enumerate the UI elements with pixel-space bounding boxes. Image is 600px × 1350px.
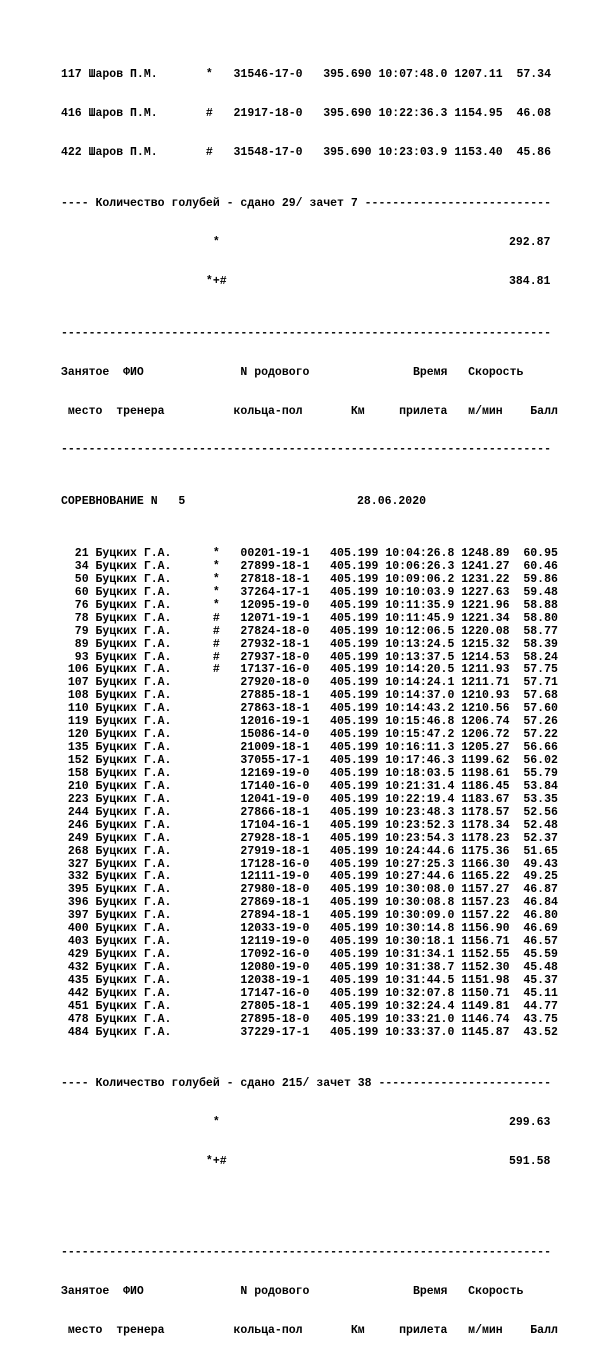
result-row: 120 Буцких Г.А. 15086-14-0 405.199 10:15:47.2 1206.72 57.22 [61,728,558,742]
result-row: 60 Буцких Г.А. * 37264-17-1 405.199 10:10:03.9 1227.63 59.48 [61,585,558,599]
header-line-1: Занятое ФИО N родового Время Скорость [61,1284,524,1298]
header-line-2: место тренера кольца-пол Км прилета м/мин Балл [61,1323,558,1337]
header-line-1: Занятое ФИО N родового Время Скорость [61,365,524,379]
result-row: 89 Буцких Г.А. # 27932-18-1 405.199 10:13:24.5 1215.32 58.39 [61,637,558,651]
result-row: 429 Буцких Г.А. 17092-16-0 405.199 10:31:34.1 1152.55 45.59 [61,948,558,962]
result-row: 34 Буцких Г.А. * 27899-18-1 405.199 10:06:26.3 1241.27 60.46 [61,559,558,573]
result-row: 432 Буцких Г.А. 12080-19-0 405.199 10:31:38.7 1152.30 45.48 [61,961,558,974]
starplus-marker: *+# [61,275,227,289]
result-row: 332 Буцких Г.А. 12111-19-0 405.199 10:27:44.6 1165.22 49.25 [61,870,558,884]
result-row: 158 Буцких Г.А. 12169-19-0 405.199 10:18:03.5 1198.61 55.79 [61,766,558,780]
header-line-2: место тренера кольца-пол Км прилета м/мин Балл [61,404,558,418]
result-row: 249 Буцких Г.А. 27928-18-1 405.199 10:23:54.3 1178.23 52.37 [61,831,558,845]
starplus-total-value: 384.81 [509,275,551,289]
starplus-total-value: 591.58 [509,1155,551,1169]
result-row: 152 Буцких Г.А. 37055-17-1 405.199 10:17:46.3 1199.62 56.02 [61,754,558,767]
result-row: 327 Буцких Г.А. 17128-16-0 405.199 10:27:25.3 1166.30 49.43 [61,857,558,871]
header-separator: ----------------------------------------------------------------------- [61,1245,551,1259]
result-row: 210 Буцких Г.А. 17140-16-0 405.199 10:21:31.4 1186.45 53.84 [61,779,558,793]
star-marker: * [61,236,220,250]
result-row: 422 Шаров П.М. # 31548-17-0 395.690 10:23:03.9 1153.40 45.86 [61,145,551,159]
result-row: 416 Шаров П.М. # 21917-18-0 395.690 10:22:36.3 1154.95 46.08 [61,106,551,120]
result-row: 79 Буцких Г.А. # 27824-18-0 405.199 10:12:06.5 1220.08 58.77 [61,624,558,638]
result-row: 106 Буцких Г.А. # 17137-16-0 405.199 10:14:20.5 1211.93 57.75 [61,663,558,677]
star-total-value: 299.63 [509,1116,551,1130]
result-row: 21 Буцких Г.А. * 00201-19-1 405.199 10:04:26.8 1248.89 60.95 [61,547,558,560]
star-marker: * [61,1116,220,1130]
star-total-line [61,237,558,250]
result-row: 223 Буцких Г.А. 12041-19-0 405.199 10:22:19.4 1183.67 53.35 [61,792,558,806]
header-separator: ----------------------------------------------------------------------- [61,326,551,340]
result-row: 50 Буцких Г.А. * 27818-18-1 405.199 10:09:06.2 1231.22 59.86 [61,572,558,586]
result-row: 76 Буцких Г.А. * 12095-19-0 405.199 10:11:35.9 1221.96 58.88 [61,598,558,612]
result-row: 268 Буцких Г.А. 27919-18-1 405.199 10:24:44.6 1175.36 51.65 [61,844,558,858]
starplus-marker: *+# [61,1155,227,1169]
competition-title: СОРЕВНОВАНИЕ N 5 [61,495,186,509]
result-row: 400 Буцких Г.А. 12033-19-0 405.199 10:30:14.8 1156.90 46.69 [61,922,558,936]
result-row: 108 Буцких Г.А. 27885-18-1 405.199 10:14:37.0 1210.93 57.68 [61,689,558,703]
star-total-line [61,1117,558,1130]
starplus-total-line [61,276,558,289]
result-row: 135 Буцких Г.А. 21009-18-1 405.199 10:16:11.3 1205.27 56.66 [61,741,558,755]
result-row: 119 Буцких Г.А. 12016-19-1 405.199 10:15:46.8 1206.74 57.26 [61,715,558,729]
result-row: 435 Буцких Г.А. 12038-19-1 405.199 10:31:44.5 1151.98 45.37 [61,973,558,987]
result-row: 107 Буцких Г.А. 27920-18-0 405.199 10:14:24.1 1211.71 57.71 [61,676,558,690]
pigeon-count-summary: ---- Количество голубей - сдано 29/ зачет 7 --------------------------- [61,197,551,211]
result-row: 244 Буцких Г.А. 27866-18-1 405.199 10:23:48.3 1178.57 52.56 [61,805,558,819]
result-row: 78 Буцких Г.А. # 12071-19-1 405.199 10:11:45.9 1221.34 58.80 [61,611,558,625]
pigeon-count-summary: ---- Количество голубей - сдано 215/ зачет 38 ------------------------- [61,1077,551,1091]
competition-title-line [61,496,558,509]
result-row: 484 Буцких Г.А. 37229-17-1 405.199 10:33:37.0 1145.87 43.52 [61,1025,558,1039]
star-total-value: 292.87 [509,236,551,250]
results-table [61,548,558,1040]
result-row: 110 Буцких Г.А. 27863-18-1 405.199 10:14:43.2 1210.56 57.60 [61,702,558,716]
result-row: 397 Буцких Г.А. 27894-18-1 405.199 10:30:09.0 1157.22 46.80 [61,909,558,923]
result-row: 117 Шаров П.М. * 31546-17-0 395.690 10:07:48.0 1207.11 57.34 [61,67,551,81]
result-row: 451 Буцких Г.А. 27805-18-1 405.199 10:32:24.4 1149.81 44.77 [61,999,558,1013]
header-separator: ----------------------------------------------------------------------- [61,443,551,457]
result-row: 395 Буцких Г.А. 27980-18-0 405.199 10:30:08.0 1157.27 46.87 [61,883,558,897]
result-row: 396 Буцких Г.А. 27869-18-1 405.199 10:30:08.8 1157.23 46.84 [61,896,558,910]
result-row: 246 Буцких Г.А. 17104-16-1 405.199 10:23:52.3 1178.34 52.48 [61,818,558,832]
result-row: 93 Буцких Г.А. # 27937-18-0 405.199 10:13:37.5 1214.53 58.24 [61,650,558,664]
starplus-total-line [61,1156,558,1169]
result-row: 403 Буцких Г.А. 12119-19-0 405.199 10:30:18.1 1156.71 46.57 [61,935,558,949]
competition-date: 28.06.2020 [357,495,427,509]
result-row: 478 Буцких Г.А. 27895-18-0 405.199 10:33:21.0 1146.74 43.75 [61,1012,558,1026]
results-printout [61,43,558,1350]
result-row: 442 Буцких Г.А. 17147-16-0 405.199 10:32:07.8 1150.71 45.11 [61,986,558,1000]
